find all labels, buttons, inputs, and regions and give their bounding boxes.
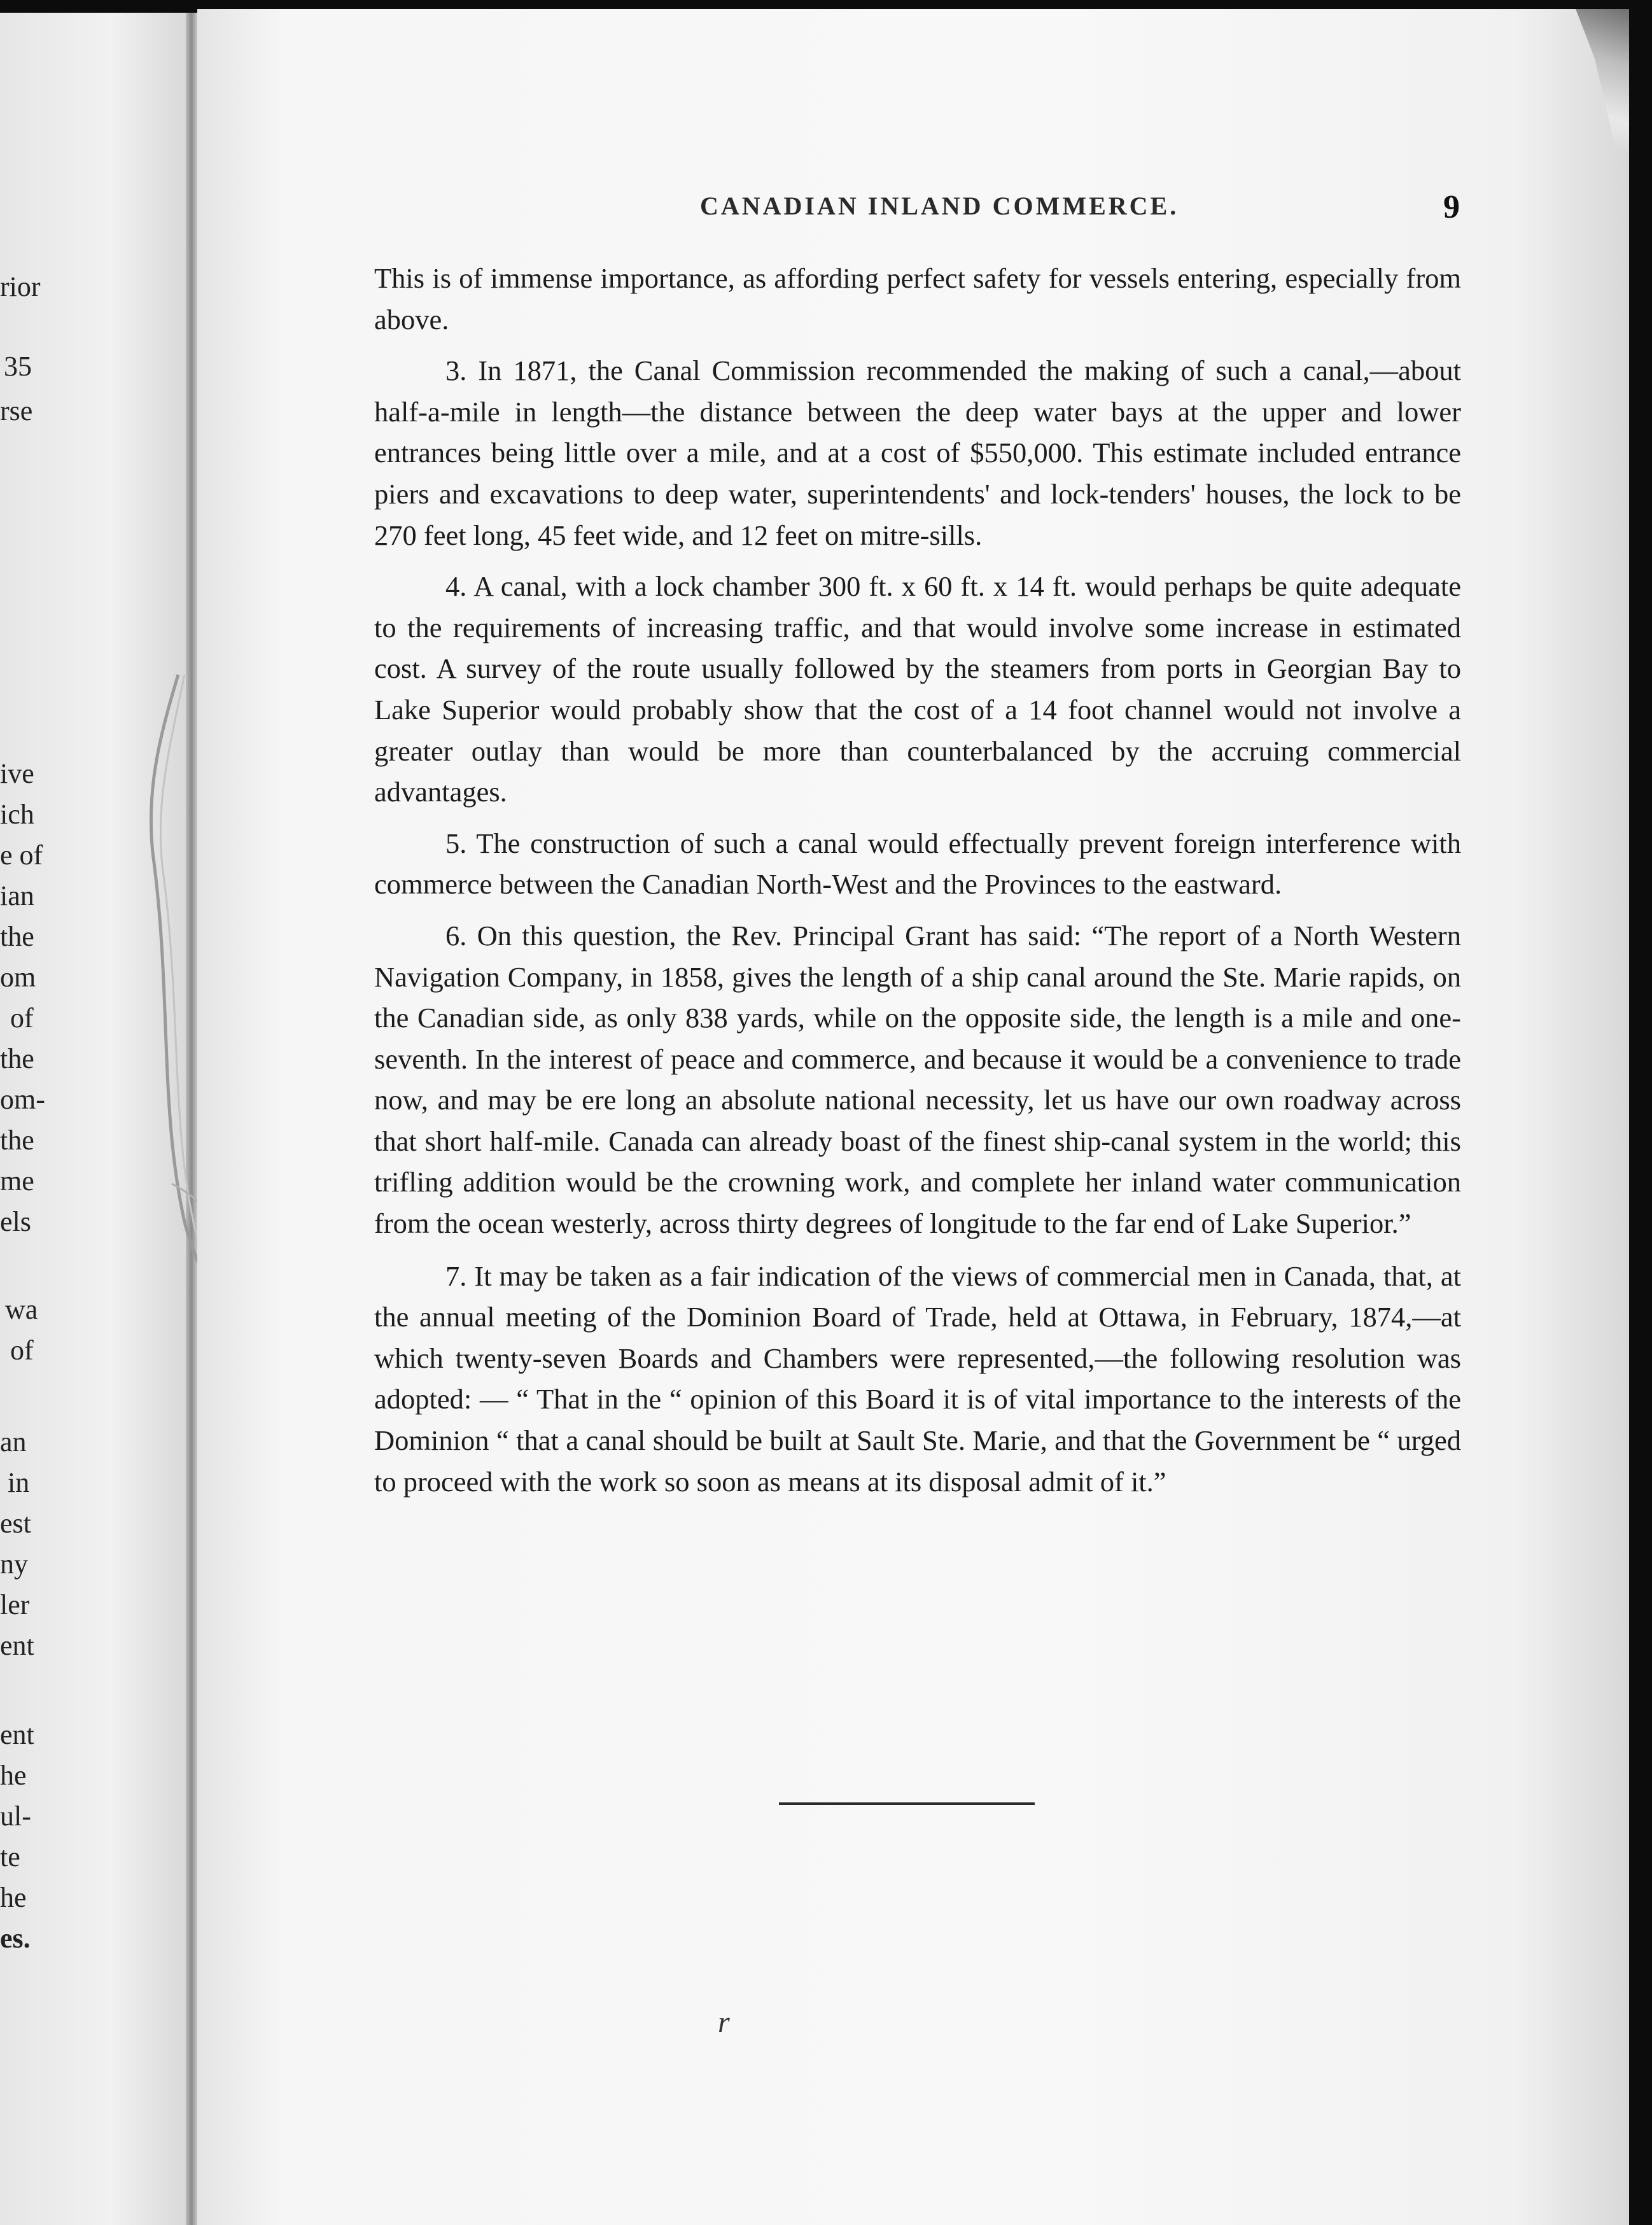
- left-fragment: ny: [0, 1548, 28, 1580]
- left-fragment: om: [0, 962, 36, 993]
- paragraph-6: [374, 915, 1461, 1244]
- paragraph-number: 3.: [445, 354, 467, 387]
- paragraph-number: 6.: [445, 919, 467, 951]
- left-fragment: ive: [0, 758, 34, 789]
- body-text: [374, 258, 1461, 1502]
- left-fragment: ian: [0, 880, 34, 911]
- end-rule: [779, 1802, 1035, 1805]
- paragraph-text: The construction of such a canal would effectually prevent foreign interference with commerce between the Canadian North-West and the Provinces to the eastward.: [374, 827, 1461, 901]
- left-fragment: om-: [0, 1084, 45, 1115]
- paragraph-text: A canal, with a lock chamber 300 ft. x 60 ft. x 14 ft. would perhaps be quite adequate to the requirements of increasing traffic, and that would involve some increase in estimated cost. A survey of the route usually followed by the steamers from ports in Georgian Bay to Lake Superior would probably show that the cost of a 14 foot channel would not involve a greater outlay than would be more than counterbalanced by the accruing commercial advantages.: [374, 570, 1462, 808]
- left-fragment: te: [0, 1841, 20, 1872]
- paragraph-text: This is of immense importance, as affording perfect safety for vessels entering, especially from above.: [374, 262, 1461, 335]
- paragraph-text: It may be taken as a fair indication of the views of commercial men in Canada, that, at the annual meeting of the Dominion Board of Trade, held at Ottawa, in February, 1874,—at which twenty-seven Boards and Chambers were represented,—the following resolution was adopted: — “ That in the “ opinion of this Board it is of vital importance to the interests of the Dominion “ that a canal should be built at Sault Ste. Marie, and that the Government be “ urged to proceed with the work so soon as means at its disposal admit of it.”: [374, 1260, 1461, 1498]
- left-fragment: ul-: [0, 1800, 31, 1832]
- left-fragment: rse: [0, 395, 33, 426]
- left-fragment: ler: [0, 1589, 30, 1620]
- left-fragment: rior: [0, 271, 41, 302]
- paragraph-number: 5.: [445, 827, 467, 859]
- left-fragment: ent: [0, 1630, 34, 1661]
- page-curl: [1553, 9, 1629, 174]
- left-fragment: of: [10, 1335, 34, 1366]
- paragraph-number: 4.: [445, 570, 467, 603]
- paragraph-continuation: [374, 258, 1461, 340]
- left-fragment: an: [0, 1426, 27, 1457]
- page-number: 9: [1443, 189, 1460, 225]
- paragraph-3: [374, 350, 1461, 556]
- left-fragment: wa: [5, 1294, 38, 1325]
- footer-mark: r: [718, 2005, 730, 2039]
- left-fragment: of: [10, 1002, 34, 1034]
- paragraph-7: [374, 1256, 1461, 1503]
- left-fragment: els: [0, 1206, 31, 1237]
- running-head: CANADIAN INLAND COMMERCE.: [700, 192, 1179, 220]
- left-fragment: he: [0, 1760, 27, 1791]
- left-fragment: the: [0, 921, 34, 952]
- left-fragment: me: [0, 1165, 34, 1197]
- paragraph-text: On this question, the Rev. Principal Grant has said: “The report of a North Western Navigation Company, in 1858, gives the length of a ship canal around the Ste. Marie rapids, on the Canadian side, as only 838 yards, while on the opposite side, the length is a mile and one-seventh. In the interest of peace and commerce, and because it would be a convenience to trade now, and may be ere long an absolute national necessity, let us have our own roadway across that short half-mile. Canada can already boast of the finest ship-canal system in the world; this trifling addition would be the crowning work, and complete her inland water communication from the ocean westerly, across thirty degrees of longitude to the far end of Lake Superior.”: [374, 919, 1461, 1240]
- left-fragment: ich: [0, 799, 34, 830]
- paragraph-4: [374, 566, 1461, 813]
- paragraph-text: In 1871, the Canal Commission recommended the making of such a canal,—about half-a-mile in length—the distance between the deep water bays at the upper and lower entrances being little over a mile, and at a cost of $550,000. This estimate included entrance piers and excavations to deep water, superintendents' and lock-tenders' houses, the lock to be 270 feet long, 45 feet wide, and 12 feet on mitre-sills.: [374, 354, 1461, 551]
- left-fragment: ent: [0, 1719, 34, 1750]
- left-fragment: in: [8, 1467, 30, 1498]
- left-fragment: es.: [0, 1923, 31, 1954]
- left-fragment: the: [0, 1125, 34, 1156]
- left-fragment: 35: [4, 351, 32, 382]
- left-fragment: e of: [0, 839, 43, 871]
- left-fragment: the: [0, 1043, 34, 1074]
- paragraph-number: 7.: [445, 1260, 467, 1292]
- paragraph-5: [374, 823, 1461, 905]
- left-fragment: est: [0, 1508, 31, 1539]
- left-fragment: he: [0, 1882, 27, 1913]
